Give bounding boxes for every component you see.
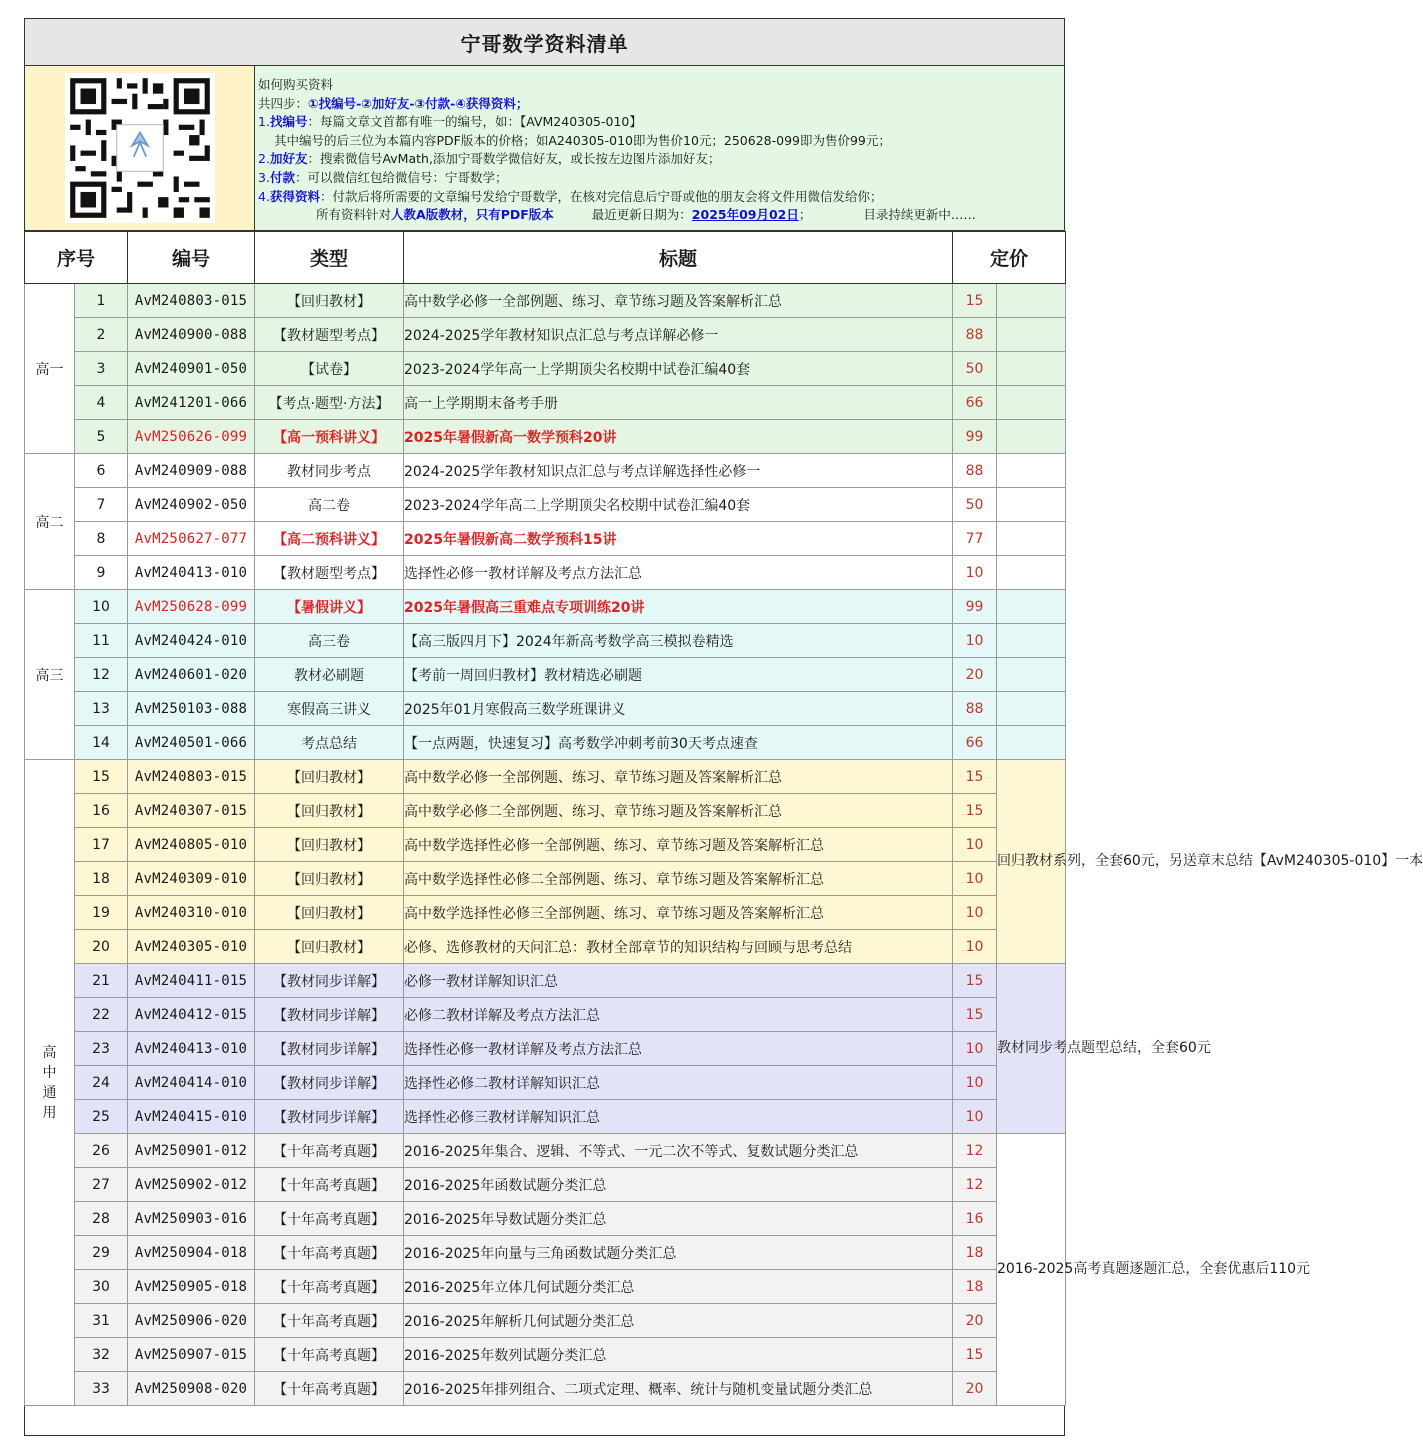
row-price: 10 [953, 862, 997, 896]
row-code: AvM250901-012 [128, 1134, 255, 1168]
row-type: 【高一预科讲义】 [255, 420, 404, 454]
table-row [25, 794, 1066, 828]
row-title: 2023-2024学年高一上学期顶尖名校期中试卷汇编40套 [404, 352, 953, 386]
row-note-empty [997, 692, 1066, 726]
row-price: 99 [953, 590, 997, 624]
page-title: 宁哥数学资料清单 [24, 18, 1065, 66]
step-add-friend: 加好友 [269, 151, 308, 167]
step-pay: 付款 [269, 169, 295, 185]
row-seq: 4 [75, 386, 128, 420]
table-row [25, 1304, 1066, 1338]
table-row [25, 420, 1066, 454]
row-type: 【回归教材】 [255, 760, 404, 794]
row-code: AvM250628-099 [128, 590, 255, 624]
row-price: 15 [953, 1338, 997, 1372]
instructions-heading: 如何购买资料 [258, 77, 334, 92]
row-title: 2025年暑假新高二数学预科15讲 [404, 522, 953, 556]
table-row [25, 862, 1066, 896]
row-price: 15 [953, 998, 997, 1032]
row-title: 2023-2024学年高二上学期顶尖名校期中试卷汇编40套 [404, 488, 953, 522]
steps-summary: ①找编号-②加好友-③付款-④获得资料； [308, 95, 529, 111]
row-seq: 13 [75, 692, 128, 726]
row-type: 【回归教材】 [255, 794, 404, 828]
header-type: 类型 [255, 232, 404, 284]
table-row [25, 998, 1066, 1032]
price-explanation: 其中编号的后三位为本篇内容PDF版本的价格；如A240305-010即为售价10元；250628-099即为售价99元； [274, 132, 891, 148]
table-row [25, 318, 1066, 352]
row-code: AvM240309-010 [128, 862, 255, 896]
step-find-code-text: ：每篇文章文首都有唯一的编号，如：【AVM240305-010】 [307, 114, 642, 130]
row-price: 12 [953, 1134, 997, 1168]
row-note-empty [997, 386, 1066, 420]
row-code: AvM240803-015 [128, 760, 255, 794]
row-seq: 2 [75, 318, 128, 352]
row-seq: 3 [75, 352, 128, 386]
row-code: AvM240411-015 [128, 964, 255, 998]
row-type: 【教材题型考点】 [255, 556, 404, 590]
row-price: 15 [953, 964, 997, 998]
row-price: 50 [953, 488, 997, 522]
note-gaokao-bundle: 2016-2025高考真题逐题汇总，全套优惠后110元 [997, 1134, 1066, 1406]
row-title: 高中数学必修一全部例题、练习、章节练习题及答案解析汇总 [404, 284, 953, 318]
row-code: AvM240413-010 [128, 1032, 255, 1066]
header-code: 编号 [128, 232, 255, 284]
table-row [25, 352, 1066, 386]
row-code: AvM240414-010 [128, 1066, 255, 1100]
row-code: AvM240424-010 [128, 624, 255, 658]
row-price: 77 [953, 522, 997, 556]
row-price: 12 [953, 1168, 997, 1202]
row-type: 【高二预科讲义】 [255, 522, 404, 556]
row-type: 【十年高考真题】 [255, 1338, 404, 1372]
row-title: 【考前一周回归教材】教材精选必刷题 [404, 658, 953, 692]
table-row [25, 1202, 1066, 1236]
table-row [25, 1134, 1066, 1168]
row-title: 必修二教材详解及考点方法汇总 [404, 998, 953, 1032]
row-code: AvM250627-077 [128, 522, 255, 556]
row-code: AvM240413-010 [128, 556, 255, 590]
step-number: 2. [258, 151, 270, 167]
row-price: 10 [953, 1066, 997, 1100]
table-row [25, 1032, 1066, 1066]
row-title: 2025年01月寒假高三数学班课讲义 [404, 692, 953, 726]
row-price: 18 [953, 1270, 997, 1304]
row-type: 【考点·题型·方法】 [255, 386, 404, 420]
step-add-friend-text: ：搜索微信号AvMath,添加宁哥数学微信好友，或长按左边图片添加好友； [307, 151, 721, 167]
row-note-empty [997, 318, 1066, 352]
row-seq: 32 [75, 1338, 128, 1372]
group-label-char: 中 [42, 1064, 57, 1081]
row-title: 高一上学期期末备考手册 [404, 386, 953, 420]
table-row [25, 488, 1066, 522]
row-type: 【教材同步详解】 [255, 1100, 404, 1134]
row-code: AvM240900-088 [128, 318, 255, 352]
row-type: 寒假高三讲义 [255, 692, 404, 726]
row-code: AvM240909-088 [128, 454, 255, 488]
row-title: 选择性必修三教材详解知识汇总 [404, 1100, 953, 1134]
table-row [25, 624, 1066, 658]
row-title: 2016-2025年排列组合、二项式定理、概率、统计与随机变量试题分类汇总 [404, 1372, 953, 1406]
note-sync-bundle: 教材同步考点题型总结，全套60元 [997, 964, 1066, 1134]
row-title: 2016-2025年函数试题分类汇总 [404, 1168, 953, 1202]
row-price: 50 [953, 352, 997, 386]
row-type: 高二卷 [255, 488, 404, 522]
step-get-material-text: ：付款后将所需要的文章编号发给宁哥数学，在核对完信息后宁哥或他的朋友会将文件用微信发给你； [319, 188, 883, 204]
row-title: 高中数学选择性必修一全部例题、练习、章节练习题及答案解析汇总 [404, 828, 953, 862]
group-label-g2: 高二 [25, 454, 75, 590]
row-seq: 20 [75, 930, 128, 964]
row-title: 2024-2025学年教材知识点汇总与考点详解选择性必修一 [404, 454, 953, 488]
row-code: AvM240305-010 [128, 930, 255, 964]
row-price: 10 [953, 896, 997, 930]
row-title: 高中数学必修一全部例题、练习、章节练习题及答案解析汇总 [404, 760, 953, 794]
group-label-char: 用 [42, 1104, 57, 1121]
row-seq: 29 [75, 1236, 128, 1270]
row-title: 高中数学必修二全部例题、练习、章节练习题及答案解析汇总 [404, 794, 953, 828]
row-code: AvM240901-050 [128, 352, 255, 386]
row-price: 66 [953, 726, 997, 760]
group-label-g1: 高一 [25, 284, 75, 454]
row-title: 必修、选修教材的天问汇总：教材全部章节的知识结构与回顾与思考总结 [404, 930, 953, 964]
row-code: AvM250905-018 [128, 1270, 255, 1304]
row-code: AvM240805-010 [128, 828, 255, 862]
row-title: 选择性必修一教材详解及考点方法汇总 [404, 1032, 953, 1066]
table-row [25, 522, 1066, 556]
table-row [25, 828, 1066, 862]
table-row [25, 556, 1066, 590]
row-price: 66 [953, 386, 997, 420]
row-title: 必修一教材详解知识汇总 [404, 964, 953, 998]
row-seq: 10 [75, 590, 128, 624]
table-row [25, 760, 1066, 794]
step-get-material: 获得资料 [269, 188, 320, 204]
row-type: 【回归教材】 [255, 828, 404, 862]
catalog-table [24, 231, 1423, 1406]
row-type: 高三卷 [255, 624, 404, 658]
row-type: 【暑假讲义】 [255, 590, 404, 624]
row-type: 【回归教材】 [255, 284, 404, 318]
step-find-code: 找编号 [269, 114, 308, 130]
row-title: 高中数学选择性必修三全部例题、练习、章节练习题及答案解析汇总 [404, 896, 953, 930]
row-code: AvM240412-015 [128, 998, 255, 1032]
row-type: 【十年高考真题】 [255, 1304, 404, 1338]
row-title: 2016-2025年向量与三角函数试题分类汇总 [404, 1236, 953, 1270]
table-row [25, 1168, 1066, 1202]
row-seq: 17 [75, 828, 128, 862]
row-title: 2025年暑假新高一数学预科20讲 [404, 420, 953, 454]
row-title: 【高三版四月下】2024年新高考数学高三模拟卷精选 [404, 624, 953, 658]
row-price: 10 [953, 624, 997, 658]
qr-code-panel [24, 66, 255, 231]
row-seq: 33 [75, 1372, 128, 1406]
table-row [25, 284, 1066, 318]
note-return-textbook-bundle: 回归教材系列，全套60元，另送章末总结【AvM240305-010】一本 [997, 760, 1066, 964]
edition-note-prefix: 所有资料针对 [316, 207, 392, 223]
table-row [25, 726, 1066, 760]
row-type: 【教材同步详解】 [255, 1032, 404, 1066]
row-price: 10 [953, 930, 997, 964]
table-row [25, 896, 1066, 930]
purchase-instructions [255, 66, 1065, 231]
row-code: AvM250904-018 [128, 1236, 255, 1270]
row-title: 选择性必修一教材详解及考点方法汇总 [404, 556, 953, 590]
row-seq: 18 [75, 862, 128, 896]
group-label-g4 [25, 760, 75, 1406]
row-code: AvM240803-015 [128, 284, 255, 318]
row-price: 10 [953, 556, 997, 590]
row-price: 88 [953, 692, 997, 726]
row-type: 【十年高考真题】 [255, 1236, 404, 1270]
update-date: 2025年09月02日 [691, 207, 799, 223]
update-status: 目录持续更新中…… [863, 207, 976, 223]
row-seq: 24 [75, 1066, 128, 1100]
row-seq: 7 [75, 488, 128, 522]
row-title: 2016-2025年集合、逻辑、不等式、一元二次不等式、复数试题分类汇总 [404, 1134, 953, 1168]
row-code: AvM240601-020 [128, 658, 255, 692]
row-type: 【教材同步详解】 [255, 964, 404, 998]
row-type: 【回归教材】 [255, 930, 404, 964]
row-type: 【十年高考真题】 [255, 1372, 404, 1406]
row-note-empty [997, 284, 1066, 318]
row-note-empty [997, 726, 1066, 760]
row-seq: 12 [75, 658, 128, 692]
row-note-empty [997, 624, 1066, 658]
table-row [25, 964, 1066, 998]
group-label-g4-text [25, 1043, 74, 1123]
step-number: 1. [258, 114, 270, 130]
row-seq: 31 [75, 1304, 128, 1338]
row-price: 20 [953, 1304, 997, 1338]
row-code: AvM240902-050 [128, 488, 255, 522]
row-type: 【教材同步详解】 [255, 998, 404, 1032]
row-price: 10 [953, 828, 997, 862]
row-price: 16 [953, 1202, 997, 1236]
row-price: 15 [953, 760, 997, 794]
table-row [25, 692, 1066, 726]
row-seq: 14 [75, 726, 128, 760]
group-label-g3: 高三 [25, 590, 75, 760]
row-code: AvM250103-088 [128, 692, 255, 726]
table-row [25, 658, 1066, 692]
row-seq: 26 [75, 1134, 128, 1168]
row-seq: 6 [75, 454, 128, 488]
update-punct: ； [798, 207, 812, 223]
step-number: 4. [258, 188, 270, 204]
row-type: 【回归教材】 [255, 862, 404, 896]
row-price: 20 [953, 658, 997, 692]
table-row [25, 1270, 1066, 1304]
row-price: 18 [953, 1236, 997, 1270]
row-type: 【试卷】 [255, 352, 404, 386]
row-price: 10 [953, 1100, 997, 1134]
group-label-char: 通 [42, 1084, 57, 1101]
table-row [25, 930, 1066, 964]
row-type: 【回归教材】 [255, 896, 404, 930]
row-seq: 22 [75, 998, 128, 1032]
row-type: 【教材同步详解】 [255, 1066, 404, 1100]
table-row [25, 1338, 1066, 1372]
header-price: 定价 [953, 232, 1066, 284]
row-price: 15 [953, 284, 997, 318]
row-code: AvM250906-020 [128, 1304, 255, 1338]
row-seq: 30 [75, 1270, 128, 1304]
row-price: 88 [953, 454, 997, 488]
row-seq: 23 [75, 1032, 128, 1066]
table-row [25, 1236, 1066, 1270]
row-note-empty [997, 556, 1066, 590]
row-price: 20 [953, 1372, 997, 1406]
row-title: 高中数学选择性必修二全部例题、练习、章节练习题及答案解析汇总 [404, 862, 953, 896]
steps-prefix: 共四步： [258, 95, 309, 111]
row-price: 99 [953, 420, 997, 454]
row-price: 88 [953, 318, 997, 352]
edition-note: 人教A版教材，只有PDF版本 [391, 207, 554, 223]
row-title: 2024-2025学年教材知识点汇总与考点详解必修一 [404, 318, 953, 352]
row-note-empty [997, 658, 1066, 692]
group-label-char: 高 [42, 1044, 57, 1061]
row-type: 教材必刷题 [255, 658, 404, 692]
row-note-empty [997, 522, 1066, 556]
row-type: 【十年高考真题】 [255, 1168, 404, 1202]
row-title: 2016-2025年立体几何试题分类汇总 [404, 1270, 953, 1304]
table-row [25, 1100, 1066, 1134]
row-code: AvM240307-015 [128, 794, 255, 828]
row-type: 【十年高考真题】 [255, 1202, 404, 1236]
row-note-empty [997, 488, 1066, 522]
row-code: AvM240415-010 [128, 1100, 255, 1134]
row-title: 选择性必修二教材详解知识汇总 [404, 1066, 953, 1100]
qr-code-icon[interactable] [65, 73, 215, 223]
step-pay-text: ：可以微信红包给微信号：宁哥数学； [294, 169, 508, 185]
row-title: 2016-2025年解析几何试题分类汇总 [404, 1304, 953, 1338]
row-code: AvM250626-099 [128, 420, 255, 454]
row-seq: 28 [75, 1202, 128, 1236]
row-code: AvM240310-010 [128, 896, 255, 930]
row-seq: 8 [75, 522, 128, 556]
row-title: 2025年暑假高三重难点专项训练20讲 [404, 590, 953, 624]
row-seq: 27 [75, 1168, 128, 1202]
header-title: 标题 [404, 232, 953, 284]
row-note-empty [997, 454, 1066, 488]
row-type: 【十年高考真题】 [255, 1270, 404, 1304]
row-seq: 16 [75, 794, 128, 828]
row-seq: 9 [75, 556, 128, 590]
header-seq: 序号 [25, 232, 128, 284]
row-code: AvM250903-016 [128, 1202, 255, 1236]
row-type: 考点总结 [255, 726, 404, 760]
row-note-empty [997, 590, 1066, 624]
row-seq: 11 [75, 624, 128, 658]
row-price: 15 [953, 794, 997, 828]
table-row [25, 590, 1066, 624]
row-seq: 25 [75, 1100, 128, 1134]
update-label: 最近更新日期为： [591, 207, 692, 223]
table-row [25, 1066, 1066, 1100]
row-type: 【教材题型考点】 [255, 318, 404, 352]
row-title: 2016-2025年导数试题分类汇总 [404, 1202, 953, 1236]
row-note-empty [997, 352, 1066, 386]
row-note-empty [997, 420, 1066, 454]
table-row [25, 454, 1066, 488]
table-row [25, 386, 1066, 420]
row-title: 2016-2025年数列试题分类汇总 [404, 1338, 953, 1372]
row-type: 教材同步考点 [255, 454, 404, 488]
row-seq: 5 [75, 420, 128, 454]
step-number: 3. [258, 169, 270, 185]
row-seq: 21 [75, 964, 128, 998]
row-code: AvM241201-066 [128, 386, 255, 420]
row-code: AvM250902-012 [128, 1168, 255, 1202]
row-type: 【十年高考真题】 [255, 1134, 404, 1168]
row-title: 【一点两题，快速复习】高考数学冲刺考前30天考点速查 [404, 726, 953, 760]
row-price: 10 [953, 1032, 997, 1066]
table-header-row [25, 232, 1066, 284]
row-seq: 1 [75, 284, 128, 318]
row-code: AvM250908-020 [128, 1372, 255, 1406]
row-seq: 19 [75, 896, 128, 930]
row-code: AvM240501-066 [128, 726, 255, 760]
table-row [25, 1372, 1066, 1406]
row-seq: 15 [75, 760, 128, 794]
row-code: AvM250907-015 [128, 1338, 255, 1372]
